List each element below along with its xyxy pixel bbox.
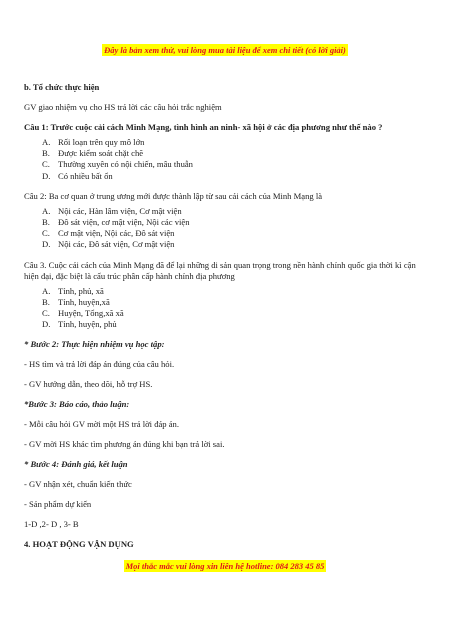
- section-4-title: 4. HOẠT ĐỘNG VẬN DỤNG: [24, 539, 134, 550]
- answer-key: 1-D ,2- D , 3- B: [24, 519, 79, 530]
- hotline-banner: [0, 561, 450, 571]
- step-4-line: - GV nhận xét, chuẩn kiến thức: [24, 479, 132, 490]
- step-2-line: - GV hướng dẫn, theo dõi, hỗ trợ HS.: [24, 379, 153, 390]
- option-item: D. Nội các, Đô sát viện, Cơ mật viện: [42, 239, 175, 250]
- question-2: Câu 2: Ba cơ quan ở trung ương mới được thành lập từ sau cải cách của Minh Mạng là: [24, 190, 323, 201]
- step-2-line: - HS tìm và trả lời đáp án đúng của câu hỏi.: [24, 359, 175, 370]
- hotline-banner-text: Mọi thắc mắc vui lòng xin liên hệ hotline: 084 283 45 85: [125, 561, 325, 571]
- option-item: B. Được kiểm soát chặt chẽ: [42, 148, 144, 159]
- option-item: A. Tỉnh, phủ, xã: [42, 285, 104, 296]
- step-4-title: * Bước 4: Đánh giá, kết luận: [24, 459, 128, 470]
- option-item: C. Thường xuyên có nội chiến, mâu thuẫn: [42, 159, 193, 170]
- step-4-line: - Sản phẩm dự kiến: [24, 499, 92, 510]
- option-item: B. Tỉnh, huyện,xã: [42, 296, 110, 307]
- question-2-options: [24, 206, 428, 251]
- step-2-title: * Bước 2: Thực hiện nhiệm vụ học tập:: [24, 339, 165, 350]
- option-item: B. Đô sát viện, cơ mật viện, Nội các viện: [42, 217, 190, 228]
- question-1: Câu 1: Trước cuộc cải cách Minh Mạng, tình hình an ninh- xã hội ở các địa phương như thế nào ?: [24, 122, 383, 132]
- document-content: [24, 82, 428, 559]
- option-item: A. Rối loạn trên quy mô lớn: [42, 137, 145, 147]
- question-3: Câu 3. Cuộc cải cách của Minh Mạng đã để lại những di sản quan trọng trong nền hành chính quốc gia thời kì cận hiện đại, đặc biệt là cấu trúc phân cấp hành chính địa phương: [24, 259, 416, 281]
- option-item: D. Tỉnh, huyện, phủ: [42, 319, 117, 330]
- question-1-options: [24, 137, 428, 182]
- step-3-line: - Mỗi câu hỏi GV mời một HS trả lời đáp án.: [24, 419, 180, 430]
- option-item: A. Nội các, Hàn lâm viện, Cơ mật viện: [42, 205, 182, 216]
- question-3-options: [24, 286, 428, 331]
- option-item: C. Cơ mật viện, Nội các, Đô sát viện: [42, 228, 175, 239]
- step-3-title: *Bước 3: Báo cáo, thảo luận:: [24, 399, 130, 410]
- option-item: C. Huyện, Tổng,xã xã: [42, 308, 124, 319]
- section-intro: GV giao nhiệm vụ cho HS trả lời các câu hỏi trắc nghiệm: [24, 102, 222, 112]
- step-3-line: - GV mời HS khác tìm phương án đúng khi bạn trả lời sai.: [24, 439, 225, 450]
- preview-banner: [0, 45, 450, 55]
- option-item: D. Có nhiều bất ổn: [42, 170, 113, 181]
- preview-banner-text: Đây là bản xem thử, vui lòng mua tài liệu để xem chi tiết (có lời giải): [104, 45, 346, 55]
- section-title: b. Tổ chức thực hiện: [24, 82, 100, 92]
